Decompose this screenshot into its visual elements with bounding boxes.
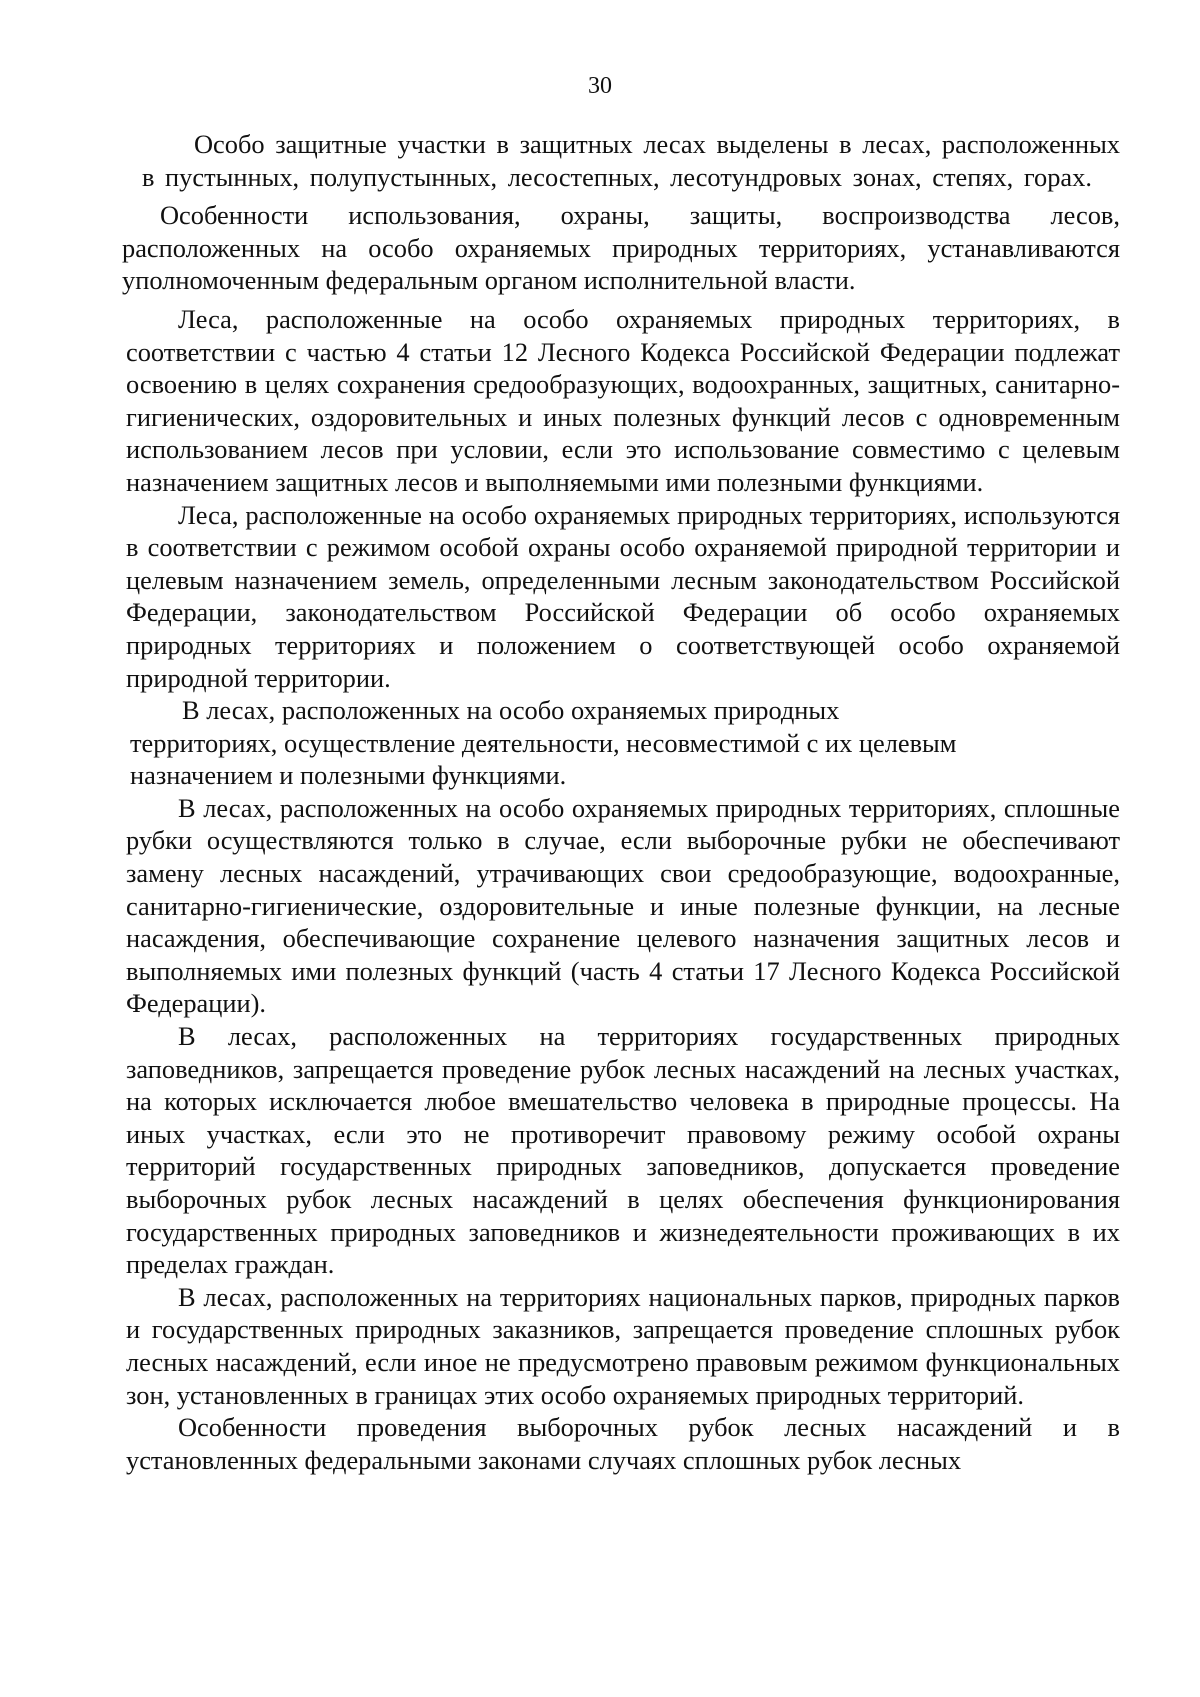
paragraph-forest-development: Леса, расположенные на особо охраняемых природных территориях, в соответствии с частью 4 статьи 12 Лесного Кодекса Российской Федерации подлежат освоению в целях сохранения средообразующих, водоохранных, защитных, санитарно-гигиенических, оздоровительных и иных полезных функций лесов с одновременным использованием лесов при условии, если это использование совместимо с целевым назначением защитных лесов и выполняемыми ими полезными функциями. bbox=[126, 303, 1120, 497]
paragraph-selective-cutting: Особенности проведения выборочных рубок лесных насаждений и в установленных федеральными законами случаях сплошных рубок лесных bbox=[126, 1412, 1120, 1475]
paragraph-national-parks: В лесах, расположенных на территориях национальных парков, природных парков и государственных природных заказников, запрещается проведение сплошных рубок лесных насаждений, если иное не предусмотрено правовым режимом функциональных зон, установленных в границах этих особо охраняемых природных территорий. bbox=[126, 1281, 1120, 1410]
paragraph-usage-features: Особенности использования, охраны, защиты, воспроизводства лесов, расположенных на особо охраняемых природных территориях, устанавливаются уполномоченным федеральным органом исполнительной власти. bbox=[122, 200, 1120, 296]
paragraph-incompatible-activity: В лесах, расположенных на особо охраняемых природных территориях, осуществление деятельности, несовместимой с их целевым назначением и полезными функциями. bbox=[130, 695, 957, 791]
page-number: 30 bbox=[588, 73, 612, 99]
paragraph-reserves: В лесах, расположенных на территориях государственных природных заповедников, запрещается проведение рубок лесных насаждений на лесных участках, на которых исключается любое вмешательство человека в природные процессы. На иных участках, если это не противоречит правовому режиму особой охраны территорий государственных природных заповедников, допускается проведение выборочных рубок лесных насаждений в целях обеспечения функционирования государственных природных заповедников и жизнедеятельности проживающих в их пределах граждан. bbox=[126, 1021, 1120, 1280]
document-body bbox=[122, 128, 1120, 1476]
paragraph-clear-cutting: В лесах, расположенных на особо охраняемых природных территориях, сплошные рубки осуществляются только в случае, если выборочные рубки не обеспечивают замену лесных насаждений, утрачивающих свои средообразующие, водоохранные, санитарно-гигиенические, оздоровительные и иные полезные функции, на лесные насаждения, обеспечивающие сохранение целевого назначения защитных лесов и выполняемых ими полезных функций (часть 4 статьи 17 Лесного Кодекса Российской Федерации). bbox=[126, 792, 1120, 1019]
paragraph-protective-areas: Особо защитные участки в защитных лесах выделены в лесах, расположенных в пустынных, полупустынных, лесостепных, лесотундровых зонах, степях, горах. bbox=[142, 129, 1120, 192]
paragraph-forest-usage-regime: Леса, расположенные на особо охраняемых природных территориях, используются в соответствии с режимом особой охраны особо охраняемой природной территории и целевым назначением земель, определенными лесным законодательством Российской Федерации, законодательством Российской Федерации об особо охраняемых природных территориях и положением о соответствующей особо охраняемой природной территории. bbox=[126, 499, 1120, 693]
